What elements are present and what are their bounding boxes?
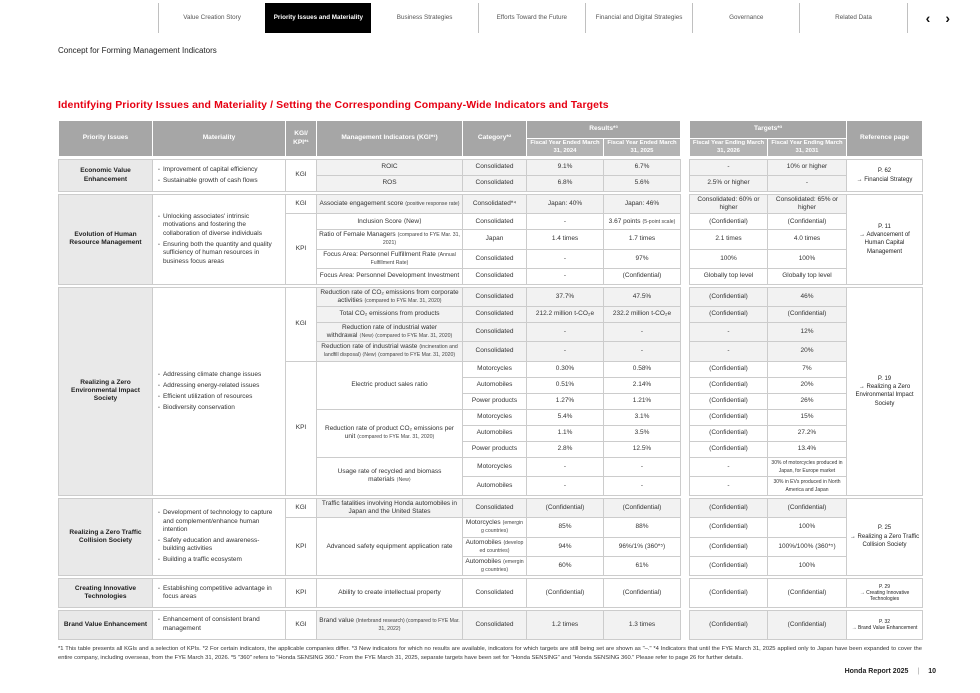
target-fy2031-cell: (Confidential) [768,307,847,323]
result-fy2025-cell: Japan: 46% [604,195,681,214]
section-subtitle: Concept for Forming Management Indicators [58,46,217,55]
materiality-cell [153,195,286,285]
column-gap-cell [681,409,690,425]
column-gap-cell [681,195,690,214]
category-cell: Consolidated [463,499,527,518]
result-fy2025-cell: 97% [604,249,681,268]
kgi-kpi-cell: KPI [286,518,317,576]
reference-page-link[interactable]: P. 32 → Brand Value Enhancement [847,610,923,639]
result-fy2025-cell: 232.2 million t-CO₂e [604,307,681,323]
target-fy2031-cell: 26% [768,393,847,409]
category-cell: Consolidated [463,249,527,268]
kgi-kpi-cell: KGI [286,287,317,361]
kgi-kpi-cell: KPI [286,361,317,496]
indicator-cell: Reduction rate of industrial waste (incineration and landfill disposal) ⟨New⟩ (compared to FYE Mar. 31, 2020) [317,342,463,361]
bullet-icon: • [158,585,160,592]
result-fy2025-cell: - [604,342,681,361]
target-fy2026-cell: - [690,323,768,342]
result-fy2025-cell: 88% [604,518,681,537]
target-fy2026-cell: (Confidential) [690,518,768,537]
target-fy2031-cell: 7% [768,361,847,377]
header-category: Category*² [463,121,527,157]
column-gap-cell [681,441,690,457]
nav-tabs [158,3,908,33]
target-fy2031-cell: 27.2% [768,425,847,441]
header-kgi-kpi: KGI/ KPI*¹ [286,121,317,157]
target-fy2031-cell: 15% [768,409,847,425]
materiality-cell [153,160,286,192]
header-fy-ending-2026: Fiscal Year Ending March 31, 2026 [690,139,768,157]
result-fy2024-cell: 1.1% [527,425,604,441]
category-cell: Consolidated [463,610,527,639]
target-fy2026-cell: (Confidential) [690,441,768,457]
result-fy2024-cell: - [527,214,604,230]
column-gap-cell [681,425,690,441]
materiality-cell [153,287,286,495]
indicator-cell: Ratio of Female Managers (compared to FYE Mar. 31, 2021) [317,230,463,249]
result-fy2024-cell: Japan: 40% [527,195,604,214]
column-gap-cell [681,579,690,608]
reference-page-link[interactable]: P. 11 → Advancement of Human Capital Management [847,195,923,285]
result-fy2024-cell: 60% [527,556,604,575]
nav-tab-business-strategies[interactable] [371,3,477,33]
materiality-bullet: • Biodiversity conservation [158,403,235,411]
result-fy2025-cell: 2.14% [604,377,681,393]
target-fy2031-cell: 100% [768,518,847,537]
target-fy2026-cell: (Confidential) [690,409,768,425]
result-fy2024-cell: 9.1% [527,160,604,176]
target-fy2031-cell: (Confidential) [768,214,847,230]
result-fy2024-cell: - [527,476,604,495]
target-fy2031-cell: 100%/100% (360*⁵) [768,537,847,556]
materiality-bullet: • Efficient utilization of resources [158,392,253,400]
nav-tab-label: Governance [729,13,764,21]
result-fy2025-cell: 5.6% [604,176,681,192]
result-fy2024-cell: - [527,457,604,476]
nav-tab-label: Business Strategies [396,13,453,21]
indicator-cell: Total CO₂ emissions from products [317,307,463,323]
materiality-bullet: • Establishing competitive advantage in focus areas [158,584,272,600]
column-gap-cell [681,499,690,518]
column-gap-cell [681,377,690,393]
bullet-icon: • [158,382,160,389]
column-gap-cell [681,342,690,361]
category-cell: Consolidated*⁴ [463,195,527,214]
target-fy2031-cell: (Confidential) [768,499,847,518]
target-fy2026-cell: 2.5% or higher [690,176,768,192]
result-fy2025-cell: 96%/1% (360*⁵) [604,537,681,556]
column-gap-cell [681,537,690,556]
target-fy2031-cell: 100% [768,249,847,268]
target-fy2031-cell: - [768,176,847,192]
materiality-bullet: • Ensuring both the quantity and quality sufficiency of human resources in business focus areas [158,240,272,265]
priority-issue-cell: Evolution of Human Resource Management [59,195,153,285]
page-title: Identifying Priority Issues and Materiality / Setting the Corresponding Company-Wide Indicators and Targets [58,99,609,111]
category-cell: Motorcycles (emerging countries) [463,518,527,537]
target-fy2026-cell: (Confidential) [690,393,768,409]
result-fy2024-cell: 1.27% [527,393,604,409]
result-fy2024-cell: 6.8% [527,176,604,192]
nav-tab-label: Value Creation Story [183,13,241,21]
column-gap-cell [681,323,690,342]
category-cell: Motorcycles [463,409,527,425]
result-fy2024-cell: 1.4 times [527,230,604,249]
header-management-indicators: Management Indicators (KGI*¹) [317,121,463,157]
category-cell: Automobiles [463,377,527,393]
result-fy2025-cell: 1.21% [604,393,681,409]
page-number: 10 [928,668,936,675]
bullet-icon: • [158,510,160,517]
target-fy2031-cell: 13.4% [768,441,847,457]
target-fy2026-cell: (Confidential) [690,214,768,230]
column-gap-cell [681,518,690,537]
target-fy2026-cell: (Confidential) [690,307,768,323]
category-cell: Automobiles (developed countries) [463,537,527,556]
column-gap-cell [681,287,690,306]
materiality-cell [153,579,286,608]
bullet-icon: • [158,166,160,173]
reference-page-link[interactable]: P. 19 → Realizing a Zero Environmental Impact Society [847,287,923,495]
indicator-cell: Reduction rate of CO₂ emissions from corporate activities (compared to FYE Mar. 31, 2020) [317,287,463,306]
category-cell: Consolidated [463,307,527,323]
result-fy2025-cell: 47.5% [604,287,681,306]
nav-tab-financial-and-digital-strategies[interactable] [585,3,692,33]
header-column-gap [681,121,690,157]
category-cell: Consolidated [463,287,527,306]
result-fy2025-cell: - [604,457,681,476]
target-fy2031-cell: 20% [768,342,847,361]
indicator-cell: Inclusion Score ⟨New⟩ [317,214,463,230]
header-priority-issues: Priority Issues [59,121,153,157]
column-gap-cell [681,160,690,176]
table-row [59,579,923,608]
column-gap-cell [681,476,690,495]
priority-issue-cell: Brand Value Enhancement [59,610,153,639]
result-fy2024-cell: - [527,342,604,361]
target-fy2031-cell: 100% [768,556,847,575]
target-fy2031-cell: 30% in EVs produced in North America and Japan [768,476,847,495]
priority-issue-cell: Creating Innovative Technologies [59,579,153,608]
indicator-cell: Associate engagement score (positive response rate) [317,195,463,214]
header-results: Results*³ [527,121,681,139]
reference-page-link[interactable]: P. 62 → Financial Strategy [847,160,923,192]
target-fy2026-cell: 2.1 times [690,230,768,249]
nav-tab-value-creation-story[interactable] [158,3,265,33]
indicator-cell: Advanced safety equipment application rate [317,518,463,576]
footnotes: *1 This table presents all KGIs and a selection of KPIs. *2 For certain indicators, the applicable companies differ. *3 New indicators for which no results are available, indicators for which targets are still being set are shown as "–." *4 Indicators that until the FYE March 31, 2025 applied only to Japan have been expanded to cover the entire company, including overseas, from the FYE March 31, 2026. *5 "360" refers to "Honda SENSING 360." From the FYE March 31, 2025, separate targets have been set for "Honda SENSING" and "Honda SENSING 360." Please refer to page 26 for further details. [58,645,922,661]
target-fy2026-cell: - [690,160,768,176]
page-footer [845,668,936,675]
bullet-icon: • [158,371,160,378]
target-fy2031-cell: 20% [768,377,847,393]
bullet-icon: • [158,393,160,400]
reference-page-link[interactable]: P. 25 → Realizing a Zero Traffic Collision Society [847,499,923,576]
category-cell: Consolidated [463,176,527,192]
nav-tab-label: Efforts Toward the Future [496,13,568,21]
result-fy2024-cell: - [527,249,604,268]
target-fy2031-cell: 10% or higher [768,160,847,176]
indicator-cell: Traffic fatalities involving Honda automobiles in Japan and the United States [317,499,463,518]
indicator-cell: Usage rate of recycled and biomass materials ⟨New⟩ [317,457,463,496]
result-fy2024-cell: - [527,268,604,284]
column-gap-cell [681,230,690,249]
kgi-kpi-cell: KGI [286,610,317,639]
category-cell: Consolidated [463,579,527,608]
bullet-icon: • [158,538,160,544]
column-gap-cell [681,361,690,377]
nav-tab-label: Priority Issues and Materiality [273,13,363,21]
materiality-cell [153,499,286,576]
category-cell: Japan [463,230,527,249]
kgi-kpi-cell: KPI [286,214,317,285]
header-fy-ended-2024: Fiscal Year Ended March 31, 2024 [527,139,604,157]
kgi-kpi-cell: KGI [286,195,317,214]
target-fy2026-cell: (Confidential) [690,579,768,608]
header-fy-ending-2031: Fiscal Year Ending March 31, 2031 [768,139,847,157]
target-fy2026-cell: (Confidential) [690,499,768,518]
target-fy2026-cell: Globally top level [690,268,768,284]
result-fy2024-cell: 2.8% [527,441,604,457]
category-cell: Motorcycles [463,457,527,476]
target-fy2026-cell: (Confidential) [690,556,768,575]
column-gap-cell [681,457,690,476]
indicator-cell: Reduction rate of industrial water withdrawal ⟨New⟩ (compared to FYE Mar. 31, 2020) [317,323,463,342]
result-fy2025-cell: 3.1% [604,409,681,425]
category-cell: Consolidated [463,214,527,230]
column-gap-cell [681,393,690,409]
materiality-bullet: • Enhancement of consistent brand management [158,616,260,632]
result-fy2024-cell: 1.2 times [527,610,604,639]
target-fy2031-cell: (Confidential) [768,610,847,639]
category-cell: Automobiles [463,425,527,441]
target-fy2031-cell: 30% of motorcycles produced in Japan, for Europe market [768,457,847,476]
indicator-cell: Brand value (Interbrand research) (compared to FYE Mar. 31, 2022) [317,610,463,639]
target-fy2026-cell: - [690,457,768,476]
table-row [59,287,923,306]
result-fy2024-cell: 94% [527,537,604,556]
target-fy2031-cell: 12% [768,323,847,342]
bullet-icon: • [158,241,160,248]
category-cell: Consolidated [463,323,527,342]
table-row [59,195,923,214]
materiality-cell [153,610,286,639]
column-gap-cell [681,307,690,323]
result-fy2024-cell: 37.7% [527,287,604,306]
table-row [59,610,923,639]
nav-tab-related-data[interactable] [799,3,907,33]
bullet-icon: • [158,617,160,624]
result-fy2025-cell: 3.5% [604,425,681,441]
result-fy2025-cell: 1.3 times [604,610,681,639]
result-fy2025-cell: 12.5% [604,441,681,457]
indicator-cell: ROS [317,176,463,192]
bullet-icon: • [158,557,160,564]
column-gap-cell [681,214,690,230]
report-title: Honda Report 2025 [844,668,909,675]
result-fy2025-cell: (Confidential) [604,579,681,608]
category-cell: Automobiles (emerging countries) [463,556,527,575]
result-fy2025-cell: 6.7% [604,160,681,176]
category-cell: Consolidated [463,268,527,284]
bullet-icon: • [158,404,160,411]
result-fy2025-cell: - [604,476,681,495]
result-fy2025-cell: 1.7 times [604,230,681,249]
category-cell: Consolidated [463,160,527,176]
header-reference-page: Reference page [847,121,923,157]
materiality-bullet: • Safety education and awareness-building activities [158,537,260,553]
result-fy2024-cell: 85% [527,518,604,537]
column-gap-cell [681,556,690,575]
page-arrows [908,3,950,33]
indicator-cell: Focus Area: Personnel Fulfillment Rate (Annual Fulfillment Rate) [317,249,463,268]
result-fy2024-cell: 0.51% [527,377,604,393]
result-fy2024-cell: (Confidential) [527,499,604,518]
indicator-cell: Ability to create intellectual property [317,579,463,608]
nav-tab-governance[interactable] [692,3,799,33]
target-fy2026-cell: Consolidated: 60% or higher [690,195,768,214]
result-fy2025-cell: (Confidential) [604,268,681,284]
priority-issue-cell: Economic Value Enhancement [59,160,153,192]
materiality-bullet: • Unlocking associates' intrinsic motivations and fostering the collaboration of diverse individuals [158,212,262,237]
result-fy2025-cell: (Confidential) [604,499,681,518]
target-fy2031-cell: Globally top level [768,268,847,284]
next-page-icon[interactable]: › [945,10,950,26]
footer-separator: | [917,668,920,675]
nav-tab-label: Financial and Digital Strategies [595,13,683,21]
target-fy2031-cell: 4.0 times [768,230,847,249]
reference-page-link[interactable]: P. 29 → Creating Innovative Technologies [847,579,923,608]
kgi-kpi-cell: KGI [286,160,317,192]
table-row [59,160,923,176]
column-gap-cell [681,249,690,268]
target-fy2026-cell: - [690,342,768,361]
column-gap-cell [681,176,690,192]
target-fy2026-cell: (Confidential) [690,537,768,556]
materiality-bullet: • Sustainable growth of cash flows [158,176,258,184]
target-fy2026-cell: (Confidential) [690,287,768,306]
target-fy2026-cell: 100% [690,249,768,268]
kgi-kpi-cell: KGI [286,499,317,518]
materiality-bullet: • Addressing energy-related issues [158,381,260,389]
target-fy2026-cell: (Confidential) [690,425,768,441]
materiality-bullet: • Building a traffic ecosystem [158,556,242,564]
column-gap-cell [681,610,690,639]
materiality-bullet: • Development of technology to capture and complement/enhance human intention [158,509,273,534]
result-fy2025-cell: 0.58% [604,361,681,377]
table-row [59,499,923,518]
materiality-bullet: • Improvement of capital efficiency [158,165,258,173]
result-fy2025-cell: - [604,323,681,342]
indicator-cell: Focus Area: Personnel Development Investment [317,268,463,284]
header-fy-ended-2025: Fiscal Year Ended March 31, 2025 [604,139,681,157]
category-cell: Motorcycles [463,361,527,377]
prev-page-icon[interactable]: ‹ [925,10,931,26]
target-fy2031-cell: 46% [768,287,847,306]
priority-issue-cell: Realizing a Zero Environmental Impact Society [59,287,153,495]
indicator-cell: Reduction rate of product CO₂ emissions per unit (compared to FYE Mar. 31, 2020) [317,409,463,457]
target-fy2031-cell: Consolidated: 65% or higher [768,195,847,214]
bullet-icon: • [158,177,160,184]
category-cell: Consolidated [463,342,527,361]
target-fy2026-cell: - [690,476,768,495]
indicator-cell: Electric product sales ratio [317,361,463,409]
bullet-icon: • [158,213,160,220]
target-fy2026-cell: (Confidential) [690,610,768,639]
result-fy2025-cell: 3.67 points (5-point scale) [604,214,681,230]
result-fy2024-cell: 212.2 million t-CO₂e [527,307,604,323]
result-fy2024-cell: (Confidential) [527,579,604,608]
result-fy2024-cell: 0.30% [527,361,604,377]
header-materiality: Materiality [153,121,286,157]
priority-issue-cell: Realizing a Zero Traffic Collision Society [59,499,153,576]
materiality-bullet: • Addressing climate change issues [158,370,262,378]
result-fy2025-cell: 61% [604,556,681,575]
nav-tab-label: Related Data [835,13,872,21]
result-fy2024-cell: 5.4% [527,409,604,425]
kgi-kpi-cell: KPI [286,579,317,608]
header-targets: Targets*³ [690,121,847,139]
category-cell: Automobiles [463,476,527,495]
nav-tab-efforts-toward-the-future[interactable] [478,3,585,33]
indicator-cell: ROIC [317,160,463,176]
result-fy2024-cell: - [527,323,604,342]
target-fy2031-cell: (Confidential) [768,579,847,608]
top-navigation [158,3,950,33]
indicators-table [58,120,923,640]
category-cell: Power products [463,393,527,409]
target-fy2026-cell: (Confidential) [690,361,768,377]
indicators-table-wrapper [58,120,922,663]
column-gap-cell [681,268,690,284]
nav-tab-priority-issues-and-materiality[interactable] [265,3,371,33]
category-cell: Power products [463,441,527,457]
target-fy2026-cell: (Confidential) [690,377,768,393]
